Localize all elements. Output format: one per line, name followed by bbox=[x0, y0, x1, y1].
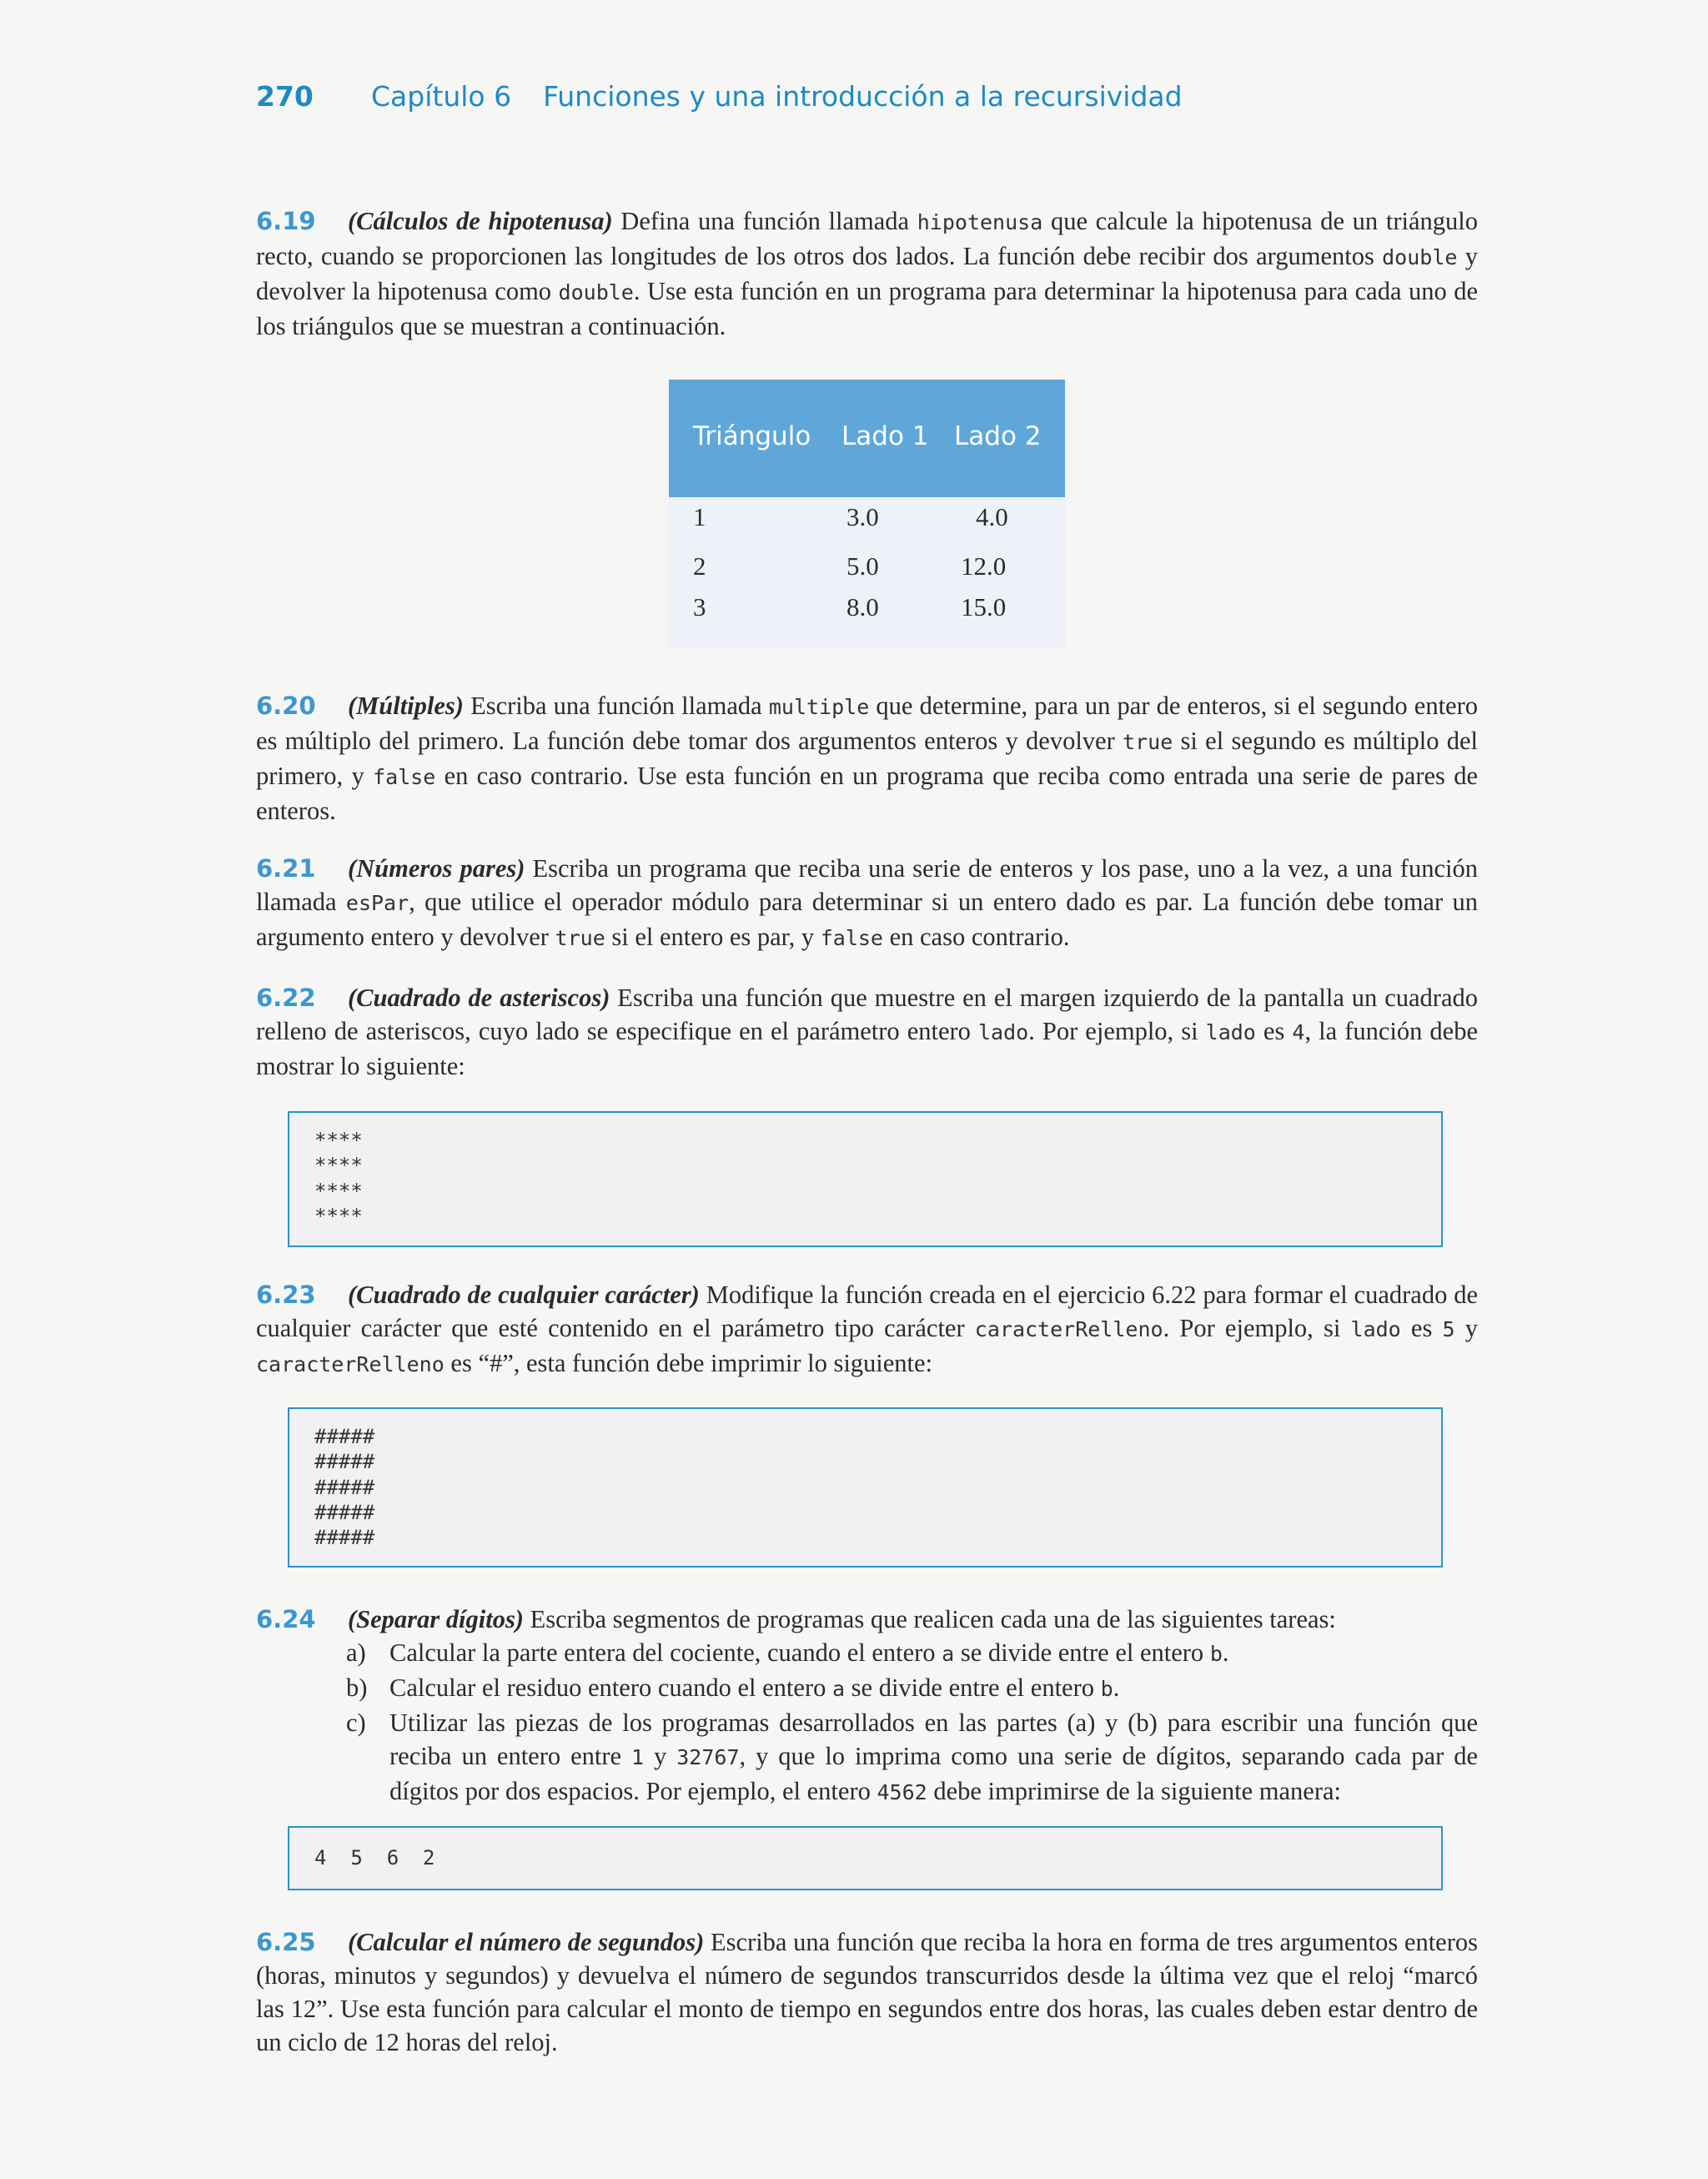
exercise-text: . bbox=[1113, 1673, 1120, 1702]
code-term: hipotenusa bbox=[917, 210, 1043, 234]
code-term: double bbox=[1382, 245, 1458, 269]
exercise-text: . bbox=[1222, 1638, 1229, 1667]
code-term: lado bbox=[1350, 1317, 1401, 1341]
exercise-text: si el entero es par, y bbox=[605, 923, 821, 951]
code-term: 4562 bbox=[877, 1780, 927, 1804]
exercise-text: y devolver la hipotenusa como bbox=[256, 242, 1478, 305]
code-term: a bbox=[831, 1677, 846, 1701]
exercise-text: . Por ejemplo, si bbox=[1163, 1314, 1351, 1342]
output-line: **** bbox=[314, 1179, 363, 1203]
exercise-text: Calcular la parte entera del cociente, cuando el entero bbox=[389, 1638, 942, 1667]
page-number: 270 bbox=[256, 80, 314, 113]
table-cell: 8.0 bbox=[846, 592, 879, 621]
code-term: multiple bbox=[768, 695, 870, 719]
exercise-text: Utilizar las piezas de los programas desarrollados en las partes (a) y (b) para escribir una función que reciba un entero entre bbox=[389, 1708, 1478, 1770]
exercise-6-20 bbox=[256, 689, 1478, 828]
table-cell: 2 bbox=[693, 551, 706, 581]
table-cell: 5.0 bbox=[846, 551, 879, 581]
code-term: double bbox=[558, 280, 634, 304]
exercise-number: 6.23 bbox=[256, 1281, 316, 1309]
exercise-text: Calcular el residuo entero cuando el entero bbox=[389, 1673, 832, 1702]
exercise-text: Escriba un programa que reciba una serie de enteros y los pase, uno a la vez, a una función llamada bbox=[256, 854, 1478, 916]
subtask-label: b) bbox=[346, 1673, 368, 1702]
exercise-text: . Use esta función en un programa para determinar la hipotenusa para cada uno de los triángulos que se muestran a continuación. bbox=[256, 277, 1478, 340]
exercise-title: (Separar dígitos) bbox=[348, 1605, 524, 1633]
code-term: lado bbox=[977, 1020, 1029, 1044]
subtask-a bbox=[256, 1636, 1478, 1671]
exercise-text: debe imprimirse de la siguiente manera: bbox=[927, 1777, 1341, 1805]
exercise-text: Escriba una función que muestre en el margen izquierdo de la pantalla un cuadrado relleno de asteriscos, cuyo lado se especifique en el parámetro entero bbox=[256, 984, 1478, 1045]
exercise-title: (Cálculos de hipotenusa) bbox=[348, 207, 613, 235]
code-term: 4 bbox=[1292, 1020, 1305, 1044]
output-box-asterisks bbox=[288, 1111, 1443, 1247]
output-line: ##### bbox=[314, 1475, 375, 1499]
exercise-text: que determine, para un par de enteros, si el segundo entero es múltiplo del primero. La función debe tomar dos argumentos enteros y devolver bbox=[256, 692, 1479, 755]
output-line: ##### bbox=[314, 1425, 375, 1448]
exercise-text: Modifique la función creada en el ejercicio 6.22 para formar el cuadrado de cualquier carácter que esté contenido en el parámetro tipo carácter bbox=[256, 1281, 1478, 1342]
exercise-title: (Calcular el número de segundos) bbox=[348, 1928, 705, 1956]
code-term: caracterRelleno bbox=[974, 1317, 1163, 1341]
table-cell: 3 bbox=[693, 592, 706, 621]
table-cell: 3.0 bbox=[846, 502, 879, 531]
code-term: 32767 bbox=[676, 1745, 740, 1769]
exercise-text: Escriba una función llamada bbox=[463, 692, 769, 720]
subtask-b bbox=[256, 1671, 1478, 1706]
column-header: Triángulo bbox=[693, 421, 811, 451]
output-box-hash bbox=[288, 1407, 1443, 1568]
exercise-text: , la función debe mostrar lo siguiente: bbox=[256, 1017, 1478, 1080]
subtask-label: c) bbox=[346, 1708, 366, 1737]
exercise-title: (Cuadrado de asteriscos) bbox=[348, 984, 610, 1012]
exercise-6-23 bbox=[256, 1278, 1478, 1381]
code-term: lado bbox=[1205, 1020, 1256, 1044]
output-line: **** bbox=[314, 1154, 363, 1178]
exercise-title: (Múltiples) bbox=[348, 692, 464, 720]
table-cell: 1 bbox=[693, 502, 706, 531]
exercise-title: (Números pares) bbox=[348, 854, 525, 883]
exercise-text: . Por ejemplo, si bbox=[1028, 1017, 1206, 1045]
output-line: ##### bbox=[314, 1450, 375, 1474]
code-term: true bbox=[1123, 730, 1173, 754]
chapter-title: Funciones y una introducción a la recursividad bbox=[543, 80, 1183, 113]
code-term: 5 bbox=[1442, 1317, 1455, 1341]
code-term: b bbox=[1209, 1642, 1223, 1666]
exercise-title: (Cuadrado de cualquier carácter) bbox=[348, 1281, 700, 1309]
output-line: **** bbox=[314, 1204, 363, 1228]
code-term: esPar bbox=[345, 891, 409, 915]
code-term: 1 bbox=[631, 1745, 645, 1769]
exercise-number: 6.19 bbox=[256, 207, 316, 235]
column-header: Lado 2 bbox=[954, 421, 1042, 451]
chapter-label: Capítulo 6 bbox=[371, 80, 512, 113]
subtask-label: a) bbox=[346, 1638, 366, 1667]
exercise-text: en caso contrario. bbox=[882, 923, 1070, 951]
column-header: Lado 1 bbox=[841, 421, 929, 451]
exercise-text: y bbox=[644, 1742, 677, 1770]
exercise-text: Escriba una función que reciba la hora en forma de tres argumentos enteros (horas, minutos y segundos) y devuelva el número de segundos transcurridos desde la última vez que el reloj “marcó las 12”. Use esta función para calcular el monto de tiempo en segundos entre dos horas, las cuales deben estar dentro de un ciclo de 12 horas del reloj. bbox=[256, 1928, 1479, 2056]
exercise-text: que calcule la hipotenusa de un triángulo recto, cuando se proporcionen las longitudes de los otros dos lados. La función debe recibir dos argumentos bbox=[256, 207, 1478, 270]
table-cell: 4.0 bbox=[976, 502, 1008, 531]
exercise-text: , que utilice el operador módulo para determinar si un entero dado es par. La función debe tomar un argumento entero y devolver bbox=[256, 888, 1478, 951]
exercise-text: y bbox=[1454, 1314, 1478, 1342]
code-term: a bbox=[942, 1642, 955, 1666]
table-header bbox=[669, 380, 1065, 497]
exercise-6-19 bbox=[256, 204, 1478, 343]
exercise-6-25 bbox=[256, 1925, 1478, 2059]
triangle-table bbox=[669, 380, 1065, 648]
subtask-c bbox=[256, 1706, 1478, 1809]
exercise-text: es bbox=[1400, 1314, 1443, 1342]
exercise-6-24 bbox=[256, 1603, 1478, 1636]
running-head bbox=[256, 80, 1183, 113]
output-line: ##### bbox=[314, 1526, 375, 1550]
code-term: b bbox=[1100, 1677, 1113, 1701]
exercise-text: es “#”, esta función debe imprimir lo siguiente: bbox=[444, 1349, 933, 1377]
exercise-6-22 bbox=[256, 981, 1478, 1083]
table-cell: 12.0 bbox=[961, 551, 1007, 581]
output-line: ##### bbox=[314, 1500, 375, 1524]
code-term: caracterRelleno bbox=[256, 1352, 445, 1376]
exercise-number: 6.20 bbox=[256, 692, 316, 720]
exercise-text: Escriba segmentos de programas que realicen cada una de las siguientes tareas: bbox=[523, 1605, 1336, 1633]
exercise-text: se divide entre el entero bbox=[845, 1673, 1101, 1702]
table-cell: 15.0 bbox=[961, 592, 1007, 621]
exercise-text: es bbox=[1255, 1017, 1293, 1045]
exercise-text: se divide entre el entero bbox=[954, 1638, 1210, 1667]
code-term: false bbox=[820, 926, 883, 950]
exercise-text: , y que lo imprima como una serie de dígitos, separando cada par de dígitos por dos espacios. Por ejemplo, el entero bbox=[389, 1742, 1478, 1805]
output-line: 4 5 6 2 bbox=[314, 1846, 435, 1870]
exercise-text: si el segundo es múltiplo del primero, y bbox=[256, 727, 1478, 790]
output-line: **** bbox=[314, 1129, 363, 1152]
output-box-digits bbox=[288, 1826, 1443, 1890]
exercise-6-21 bbox=[256, 852, 1478, 955]
exercise-number: 6.24 bbox=[256, 1605, 316, 1633]
exercise-text: en caso contrario. Use esta función en un programa que reciba como entrada una serie de pares de enteros. bbox=[256, 762, 1478, 825]
exercise-text: Defina una función llamada bbox=[612, 207, 917, 235]
exercise-number: 6.22 bbox=[256, 984, 316, 1012]
code-term: true bbox=[555, 926, 605, 950]
code-term: false bbox=[373, 765, 436, 789]
exercise-number: 6.25 bbox=[256, 1928, 316, 1956]
exercise-number: 6.21 bbox=[256, 854, 316, 883]
